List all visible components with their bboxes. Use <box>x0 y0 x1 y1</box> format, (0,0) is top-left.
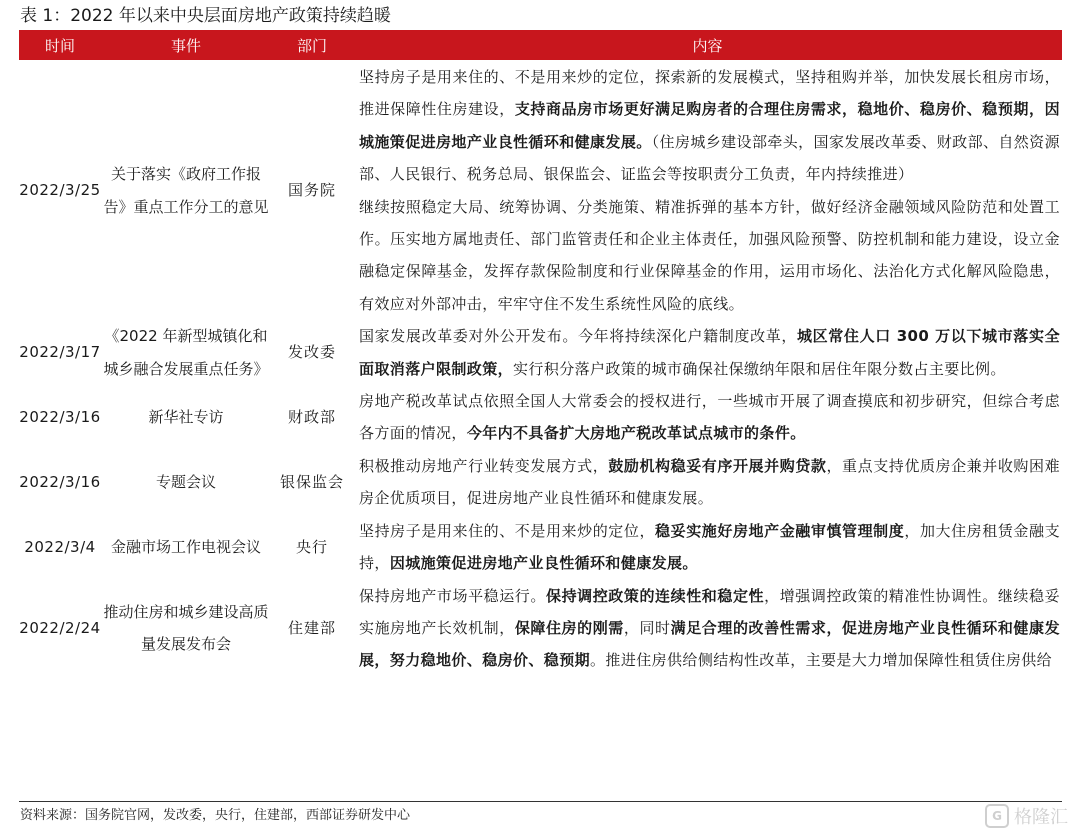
row-date: 2022/3/17 <box>19 343 101 362</box>
content-text: 坚持房子是用来住的、不是用来炒的定位， <box>359 521 656 540</box>
content-text: 坚持房子是用来住的、不是用来炒的定位，探索新的发展模式，坚持租购并举，加快发展长租房市场，推进保障性住房建设， <box>359 68 1060 119</box>
row-dept: 财政部 <box>287 408 336 427</box>
emphasis-text: 保障住房的刚需 <box>514 618 624 637</box>
row-event: 专题会议 <box>155 473 216 492</box>
watermark <box>985 803 1068 829</box>
emphasis-text: 支持商品房市场更好满足购房者的合理住房需求，稳地价、稳房价、稳预期，因城施策促进房地产业良性循环和健康发展。 <box>359 100 1060 151</box>
emphasis-text: 保持调控政策的连续性和稳定性 <box>545 586 765 605</box>
row-date: 2022/3/16 <box>19 408 101 427</box>
content-paragraph <box>359 580 1060 677</box>
row-event: 关于落实《政府工作报告》重点工作分工的意见 <box>103 165 269 216</box>
emphasis-text: 稳妥实施好房地产金融审慎管理制度 <box>655 521 905 540</box>
content-paragraph <box>359 61 1060 191</box>
table-title: 表 1：2022 年以来中央层面房地产政策持续趋暖 <box>20 6 391 26</box>
row-dept: 央行 <box>295 537 328 556</box>
row-date: 2022/3/4 <box>24 537 96 556</box>
header-event: 事件 <box>101 30 271 60</box>
row-content <box>353 320 1062 385</box>
content-text: ，增强调控政策的精准性协调性。继续稳妥实施房地产长效机制， <box>359 586 1060 637</box>
content-text: 保持房地产市场平稳运行。 <box>359 586 546 605</box>
watermark-text: 格隆汇 <box>1014 807 1068 828</box>
gelonghui-logo-icon: G <box>985 804 1009 828</box>
content-paragraph <box>359 191 1060 321</box>
content-text: 。推进住房供给侧结构性改革，主要是大力增加保障性租赁住房供给 <box>590 651 1053 670</box>
emphasis-text: 今年内不具备扩大房地产税改革试点城市的条件。 <box>466 424 806 443</box>
row-event: 金融市场工作电视会议 <box>110 537 261 556</box>
content-text: 国家发展改革委对外公开发布。今年将持续深化户籍制度改革， <box>359 327 797 346</box>
row-date: 2022/3/16 <box>19 473 101 492</box>
row-content <box>353 385 1062 450</box>
source-note: 资料来源：国务院官网，发改委，央行，住建部，西部证券研发中心 <box>20 808 411 823</box>
content-paragraph <box>359 320 1060 385</box>
policy-table <box>19 30 1062 677</box>
emphasis-text: 鼓励机构稳妥有序开展并购贷款 <box>608 456 827 475</box>
row-event: 新华社专访 <box>148 408 224 427</box>
content-text: ，同时 <box>623 618 671 637</box>
content-paragraph <box>359 385 1060 450</box>
content-text: （住房城乡建设部牵头，国家发展改革委、财政部、自然资源部、人民银行、税务总局、银保监会、证监会等按职责分工负责，年内持续推进） <box>359 132 1060 184</box>
row-content <box>353 580 1062 677</box>
table-row <box>19 385 1062 450</box>
row-event: 推动住房和城乡建设高质量发展发布会 <box>103 602 269 654</box>
row-date: 2022/3/25 <box>19 181 101 200</box>
table-row <box>19 580 1062 677</box>
table-row <box>19 450 1062 515</box>
row-content <box>353 515 1062 580</box>
content-text: 实行积分落户政策的城市确保社保缴纳年限和居住年限分数占主要比例。 <box>513 359 1006 378</box>
bottom-rule <box>19 801 1062 802</box>
row-content <box>353 450 1062 515</box>
emphasis-text: 满足合理的改善性需求，促进房地产业良性循环和健康发展，努力稳地价、稳房价、稳预期 <box>359 618 1060 670</box>
table-row <box>19 60 1062 320</box>
emphasis-text: 城区常住人口 300 万以下城市落实全面取消落户限制政策， <box>359 327 1060 378</box>
content-paragraph <box>359 450 1060 515</box>
table-header-row <box>19 30 1062 60</box>
row-dept: 银保监会 <box>279 473 344 492</box>
content-text: 房地产税改革试点依照全国人大常委会的授权进行，一些城市开展了调查摸底和初步研究，但综合考虑各方面的情况， <box>359 392 1060 443</box>
row-event: 《2022 年新型城镇化和城乡融合发展重点任务》 <box>103 327 269 378</box>
row-content <box>353 60 1062 320</box>
header-dept: 部门 <box>271 30 353 60</box>
content-text: 积极推动房地产行业转变发展方式， <box>359 456 609 475</box>
row-dept: 住建部 <box>287 618 336 637</box>
content-text: ，加大住房租赁金融支持， <box>359 521 1060 573</box>
header-date: 时间 <box>19 30 101 60</box>
content-text: 继续按照稳定大局、统筹协调、分类施策、精准拆弹的基本方针，做好经济金融领域风险防范和处置工作。压实地方属地责任、部门监管责任和企业主体责任，加强风险预警、防控机制和能力建设，设立金融稳定保障基金，发挥存款保险制度和行业保障基金的作用，运用市场化、法治化方式化解风险隐患，有效应对外部冲击，牢牢守住不发生系统性风险的底线。 <box>359 197 1060 313</box>
table-row <box>19 320 1062 385</box>
header-content: 内容 <box>353 30 1062 60</box>
emphasis-text: 因城施策促进房地产业良性循环和健康发展。 <box>389 554 698 573</box>
row-dept: 发改委 <box>287 343 336 362</box>
table-row <box>19 515 1062 580</box>
row-dept: 国务院 <box>287 181 336 200</box>
content-text: ，重点支持优质房企兼并收购困难房企优质项目，促进房地产业良性循环和健康发展。 <box>359 456 1060 508</box>
row-date: 2022/2/24 <box>19 618 101 637</box>
content-paragraph <box>359 515 1060 580</box>
